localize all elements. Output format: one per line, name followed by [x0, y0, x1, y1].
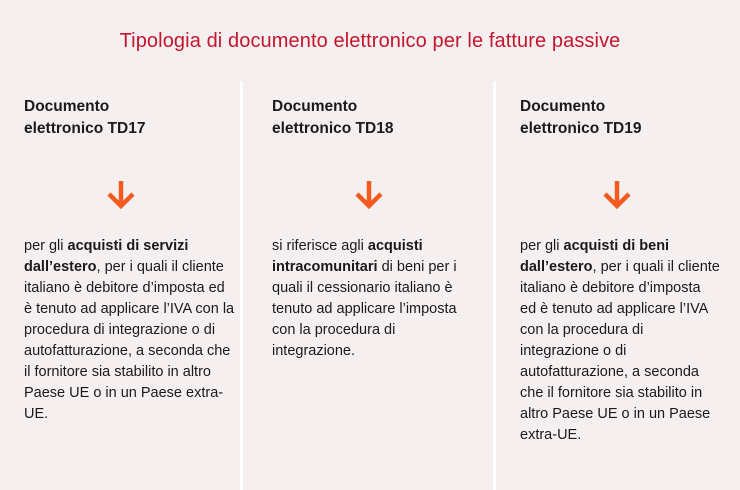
- description-text: per gli: [24, 238, 68, 254]
- heading-line: Documento: [520, 98, 606, 115]
- column-divider: [493, 82, 496, 490]
- heading-line: Documento: [272, 98, 358, 115]
- description-text: si riferisce agli: [272, 238, 368, 254]
- column-td17: [24, 96, 235, 422]
- description-text: di beni per i quali il cessionario italiano è tenuto ad applicare l’imposta con la procedura di integrazione.: [272, 259, 457, 359]
- column-heading: [272, 96, 482, 140]
- column-heading: [520, 96, 730, 140]
- column-divider: [240, 82, 243, 490]
- description-highlight: acquisti di servizi dall’estero: [24, 238, 189, 275]
- heading-line: elettronico TD19: [520, 120, 642, 137]
- column-description: [24, 236, 236, 425]
- heading-line: elettronico TD17: [24, 120, 146, 137]
- description-highlight: acquisti intracomunitari: [272, 238, 423, 275]
- arrow-down-icon: [600, 178, 634, 212]
- arrow-down-icon: [352, 178, 386, 212]
- column-description: [272, 236, 476, 362]
- description-highlight: acquisti di beni dall’estero: [520, 238, 670, 275]
- column-td19: [520, 96, 730, 443]
- description-text: , per i quali il cliente italiano è debitore d’imposta ed è tenuto ad applicare l’IVA con la procedura di integrazione o di autofatturazione, a seconda che il fornitore sia stabilito in altro Paese UE o in un Paese extra-UE.: [24, 259, 235, 422]
- column-heading: [24, 96, 234, 140]
- page-title: Tipologia di documento elettronico per le fatture passive: [119, 30, 621, 52]
- column-td18: [272, 96, 482, 359]
- arrow-down-icon: [104, 178, 138, 212]
- description-text: per gli: [520, 238, 564, 254]
- heading-line: elettronico TD18: [272, 120, 394, 137]
- heading-line: Documento: [24, 98, 110, 115]
- column-description: [520, 236, 720, 446]
- description-text: , per i quali il cliente italiano è debitore d’imposta ed è tenuto ad applicare l’IVA con la procedura di integrazione o di autofatturazione, a seconda che il fornitore sia stabilito in altro Paese UE o in un Paese extra-UE.: [520, 259, 720, 443]
